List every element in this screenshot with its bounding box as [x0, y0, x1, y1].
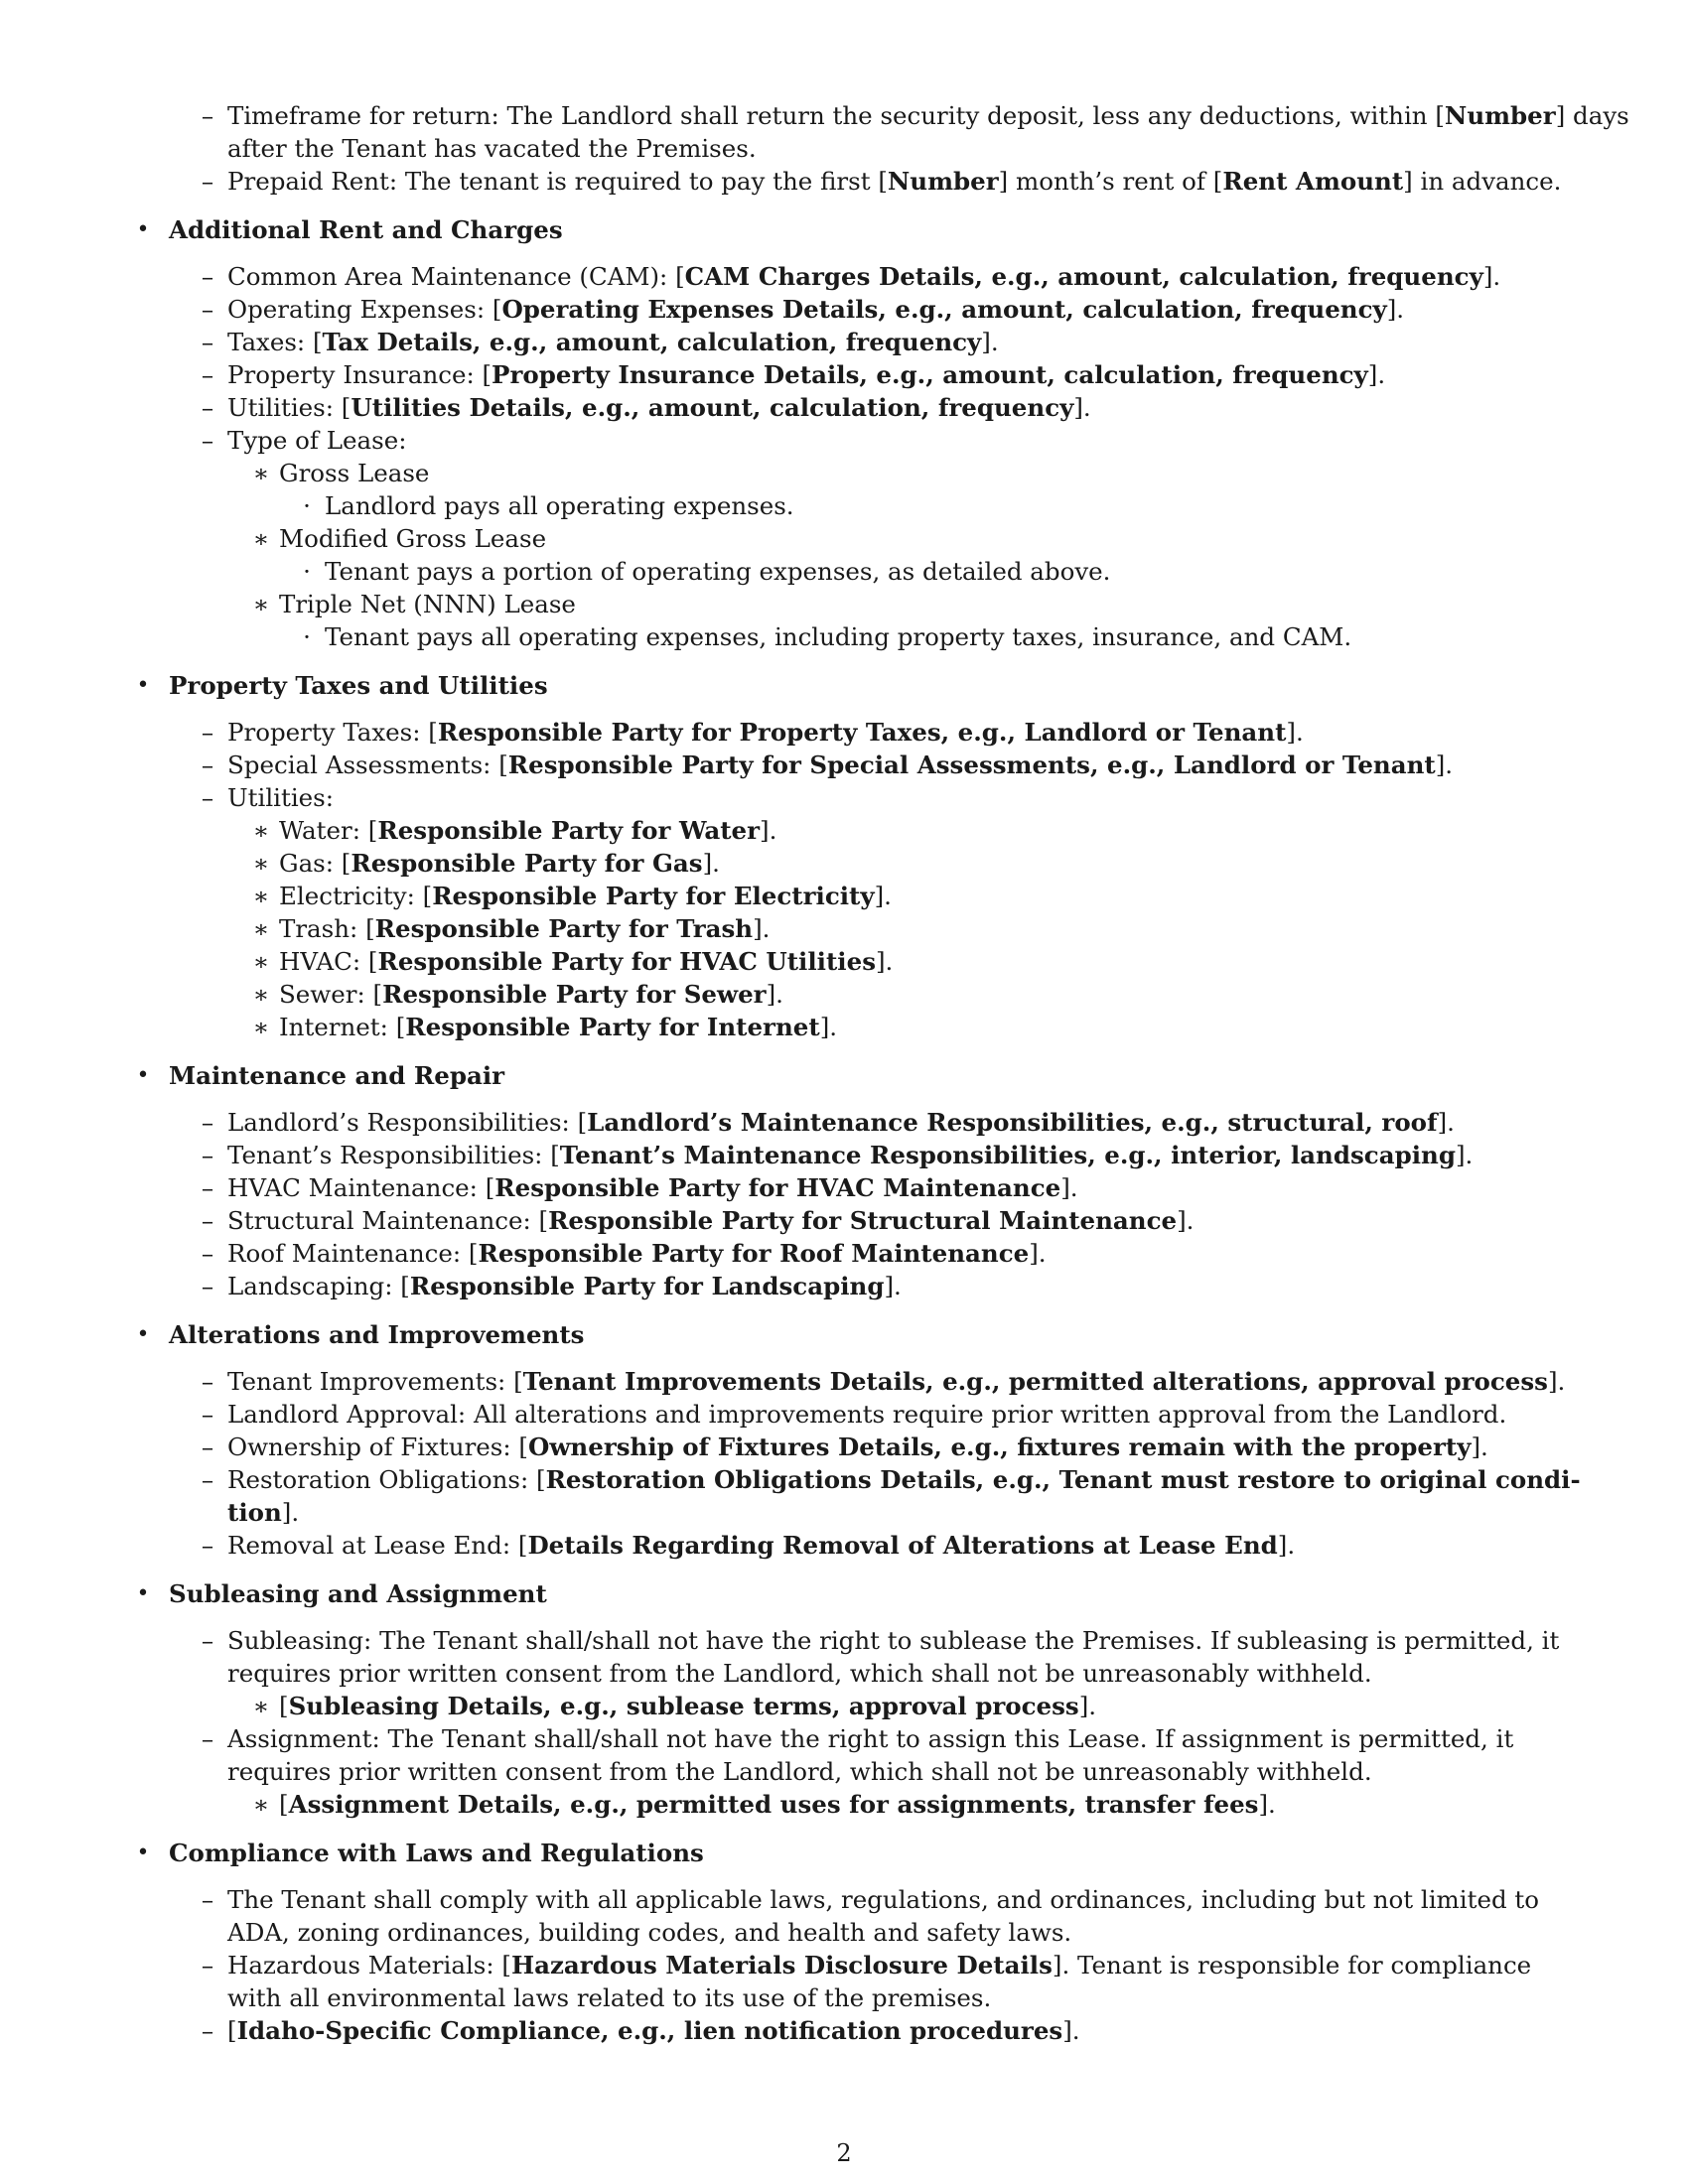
dash-marker: – — [201, 101, 214, 130]
document-body — [129, 99, 1629, 2047]
tenant-improvements-item: – Tenant Improvements: [Tenant Improvements Details, e.g., permitted alterations, approval process]. — [201, 1367, 1566, 1396]
trash-item: ∗ Trash: [Responsible Party for Trash]. — [252, 914, 771, 943]
lease-type-item: – Type of Lease: — [201, 426, 407, 455]
laws-item: – The Tenant shall comply with all applicable laws, regulations, and ordinances, including but not limited to ADA, zoning ordinances, building codes, and health and safety laws. — [201, 1885, 1540, 1947]
tenant-responsibilities-item: – Tenant’s Responsibilities: [Tenant’s Maintenance Responsibilities, e.g., interior, landscaping]. — [201, 1141, 1474, 1169]
section-heading-taxes-utilities: • Property Taxes and Utilities — [136, 671, 548, 700]
internet-item: ∗ Internet: [Responsible Party for Internet]. — [252, 1013, 838, 1041]
modified-gross-lease-item: ∗ Modified Gross Lease — [252, 524, 547, 553]
landscaping-item: – Landscaping: [Responsible Party for Landscaping]. — [201, 1272, 902, 1300]
subleasing-details-item: ∗ [Subleasing Details, e.g., sublease terms, approval process]. — [252, 1692, 1097, 1720]
section-heading-subleasing: • Subleasing and Assignment — [136, 1579, 547, 1608]
section-heading-additional-rent: • Additional Rent and Charges — [129, 213, 1589, 246]
water-item: ∗ Water: [Responsible Party for Water]. — [252, 816, 777, 845]
utilities-charge-item: – Utilities: [Utilities Details, e.g., amount, calculation, frequency]. — [201, 393, 1091, 422]
electricity-item: ∗ Electricity: [Responsible Party for Electricity]. — [252, 882, 892, 910]
restoration-item: – Restoration Obligations: [Restoration Obligations Details, e.g., Tenant must restore to original condi- — [201, 1465, 1581, 1494]
insurance-item: – Property Insurance: [Property Insurance Details, e.g., amount, calculation, frequency]. — [201, 360, 1386, 389]
removal-item: – Removal at Lease End: [Details Regarding Removal of Alterations at Lease End]. — [201, 1531, 1296, 1560]
utilities-item: – Utilities: — [201, 783, 335, 812]
hvac-maintenance-item: – HVAC Maintenance: [Responsible Party for HVAC Maintenance]. — [201, 1173, 1078, 1202]
subleasing-item: – Subleasing: The Tenant shall/shall not have the right to sublease the Premises. If subleasing is permitted, it requires prior written consent from the Landlord, which shall not be unreasonably withheld. — [201, 1626, 1560, 1688]
landlord-approval-item: – Landlord Approval: All alterations and improvements require prior written approval from the Landlord. — [201, 1400, 1507, 1429]
hazardous-materials-item: – Hazardous Materials: [Hazardous Materials Disclosure Details]. Tenant is responsible for compliance with all environmental laws related to its use of the premises. — [201, 1951, 1532, 2012]
nnn-lease-desc: · Tenant pays all operating expenses, including property taxes, insurance, and CAM. — [303, 622, 1352, 651]
section-heading-maintenance: • Maintenance and Repair — [136, 1061, 505, 1090]
section-heading-compliance: • Compliance with Laws and Regulations — [136, 1839, 704, 1867]
section-heading-alterations: • Alterations and Improvements — [136, 1320, 585, 1349]
assignment-item: – Assignment: The Tenant shall/shall not have the right to assign this Lease. If assignment is permitted, it requires prior written consent from the Landlord, which shall not be unreasonably withheld. — [201, 1724, 1514, 1786]
property-taxes-item: – Property Taxes: [Responsible Party for Property Taxes, e.g., Landlord or Tenant]. — [201, 718, 1304, 747]
deposit-timeframe-cont: after the Tenant has vacated the Premises. — [227, 134, 757, 163]
taxes-item: – Taxes: [Tax Details, e.g., amount, calculation, frequency]. — [201, 328, 999, 356]
dot-marker: · — [303, 491, 311, 520]
restoration-item-cont: tion]. — [227, 1498, 300, 1527]
assignment-details-item: ∗ [Assignment Details, e.g., permitted uses for assignments, transfer fees]. — [252, 1790, 1276, 1819]
gas-item: ∗ Gas: [Responsible Party for Gas]. — [252, 849, 720, 878]
hvac-utilities-item: ∗ HVAC: [Responsible Party for HVAC Utilities]. — [252, 947, 894, 976]
sewer-item: ∗ Sewer: [Responsible Party for Sewer]. — [252, 980, 783, 1009]
bullet-marker: • — [136, 217, 150, 242]
gross-lease-desc: · Landlord pays all operating expenses. — [129, 489, 1589, 522]
roof-maintenance-item: – Roof Maintenance: [Responsible Party for Roof Maintenance]. — [201, 1239, 1047, 1268]
opex-item: – Operating Expenses: [Operating Expenses Details, e.g., amount, calculation, frequency]. — [201, 295, 1405, 324]
landlord-responsibilities-item: – Landlord’s Responsibilities: [Landlord’s Maintenance Responsibilities, e.g., structural, roof]. — [201, 1108, 1455, 1137]
idaho-compliance-item: – [Idaho-Specific Compliance, e.g., lien notification procedures]. — [201, 2016, 1080, 2045]
page-number: 2 — [836, 2139, 852, 2167]
deposit-timeframe-item: – Timeframe for return: The Landlord shall return the security deposit, less any deductions, within [Number] days — [129, 99, 1589, 132]
prepaid-rent-item: – Prepaid Rent: The tenant is required to pay the first [Number] month’s rent of [Rent Amount] in advance. — [129, 165, 1589, 198]
gross-lease-item: ∗ Gross Lease — [129, 457, 1589, 489]
asterisk-marker: ∗ — [252, 459, 270, 487]
dash-marker: – — [201, 167, 214, 196]
nnn-lease-item: ∗ Triple Net (NNN) Lease — [252, 590, 576, 618]
structural-maintenance-item: – Structural Maintenance: [Responsible Party for Structural Maintenance]. — [201, 1206, 1195, 1235]
special-assessments-item: – Special Assessments: [Responsible Party for Special Assessments, e.g., Landlord or Tenant]. — [201, 751, 1454, 779]
cam-item: – Common Area Maintenance (CAM): [CAM Charges Details, e.g., amount, calculation, frequency]. — [201, 262, 1501, 291]
modified-gross-lease-desc: · Tenant pays a portion of operating expenses, as detailed above. — [303, 557, 1111, 586]
ownership-fixtures-item: – Ownership of Fixtures: [Ownership of Fixtures Details, e.g., fixtures remain with the property]. — [201, 1433, 1488, 1461]
